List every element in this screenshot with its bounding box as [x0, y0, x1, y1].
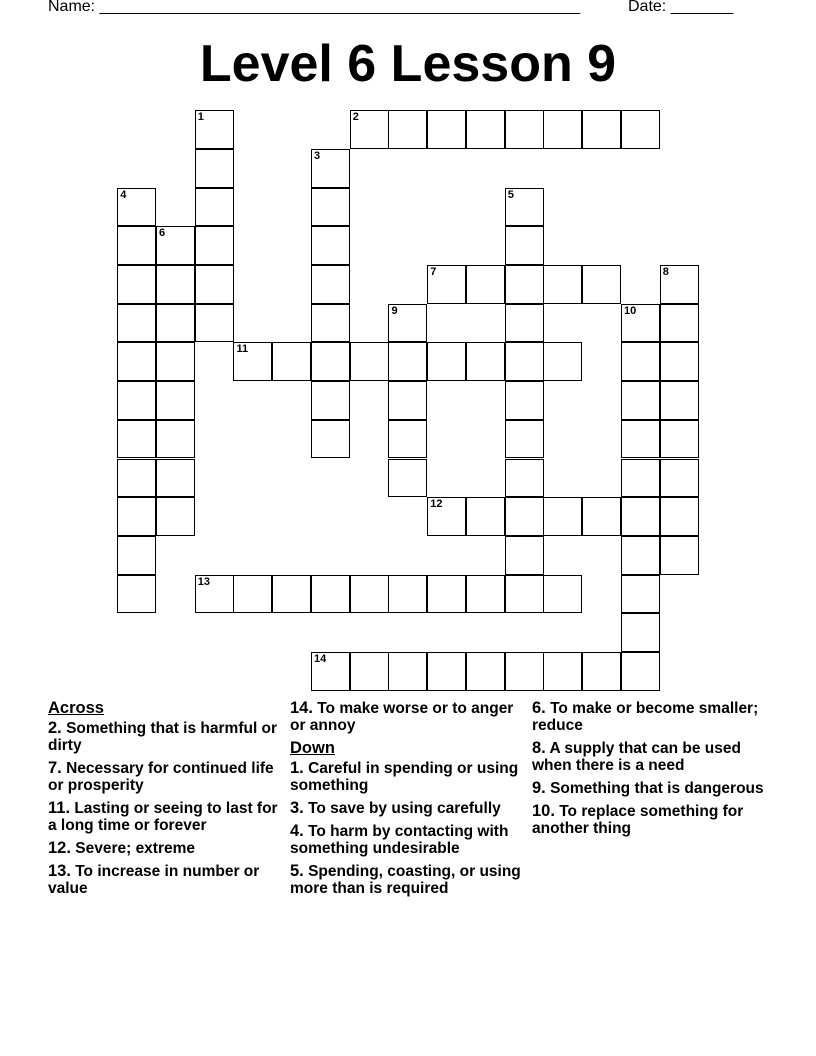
- clue-text: To make worse or to anger or annoy: [290, 700, 514, 734]
- crossword-cell[interactable]: [350, 342, 389, 381]
- crossword-cell[interactable]: [233, 342, 272, 381]
- cell-number: 5: [507, 188, 514, 201]
- crossword-cell[interactable]: [505, 110, 544, 149]
- clue-text: Necessary for continued life or prosperity: [48, 760, 274, 794]
- crossword-cell[interactable]: [466, 652, 505, 691]
- clue-text: To save by using carefully: [303, 800, 501, 817]
- crossword-cell[interactable]: [311, 381, 350, 420]
- clue-text: Something that is dangerous: [545, 780, 764, 797]
- crossword-cell[interactable]: [156, 226, 195, 265]
- clue-number: 3.: [290, 799, 304, 817]
- crossword-cell[interactable]: [505, 497, 544, 536]
- cell-number: 6: [158, 227, 166, 240]
- clue-number: 13.: [48, 862, 71, 880]
- crossword-cell[interactable]: [466, 575, 505, 614]
- page-title: Level 6 Lesson 9: [199, 35, 617, 93]
- crossword-cell[interactable]: [621, 497, 660, 536]
- crossword-cell[interactable]: [505, 536, 544, 575]
- crossword-cell[interactable]: [233, 575, 272, 614]
- crossword-cell[interactable]: [582, 652, 621, 691]
- crossword-cell[interactable]: [156, 342, 195, 381]
- crossword-cell[interactable]: [117, 575, 156, 614]
- crossword-cell[interactable]: [543, 265, 582, 304]
- crossword-cell[interactable]: [388, 304, 427, 343]
- crossword-cell[interactable]: [117, 536, 156, 575]
- name-field-label: Name: ______________________________________________________: [48, 0, 581, 15]
- date-field-label: Date: _______: [628, 0, 733, 15]
- crossword-cell[interactable]: [582, 265, 621, 304]
- across-clue: [48, 720, 280, 754]
- crossword-cell[interactable]: [621, 575, 660, 614]
- clue-number: 1.: [290, 759, 304, 777]
- down-clue: [532, 740, 772, 774]
- cell-number: 3: [313, 149, 321, 162]
- crossword-cell[interactable]: [195, 575, 234, 614]
- cell-number: 11: [236, 343, 249, 356]
- crossword-cell[interactable]: [350, 575, 389, 614]
- crossword-cell[interactable]: [660, 381, 699, 420]
- crossword-cell[interactable]: [156, 459, 195, 498]
- cell-number: 9: [391, 304, 398, 317]
- crossword-cell[interactable]: [621, 536, 660, 575]
- crossword-cell[interactable]: [660, 265, 699, 304]
- crossword-cell[interactable]: [427, 342, 466, 381]
- clue-number: 9.: [532, 779, 546, 797]
- down-clue: [290, 823, 522, 857]
- across-clue: [48, 760, 280, 794]
- clues-column-1: [48, 700, 280, 903]
- crossword-cell[interactable]: [621, 420, 660, 459]
- crossword-cell[interactable]: [660, 304, 699, 343]
- crossword-cell[interactable]: [660, 420, 699, 459]
- crossword-cell[interactable]: [660, 536, 699, 575]
- crossword-cell[interactable]: [621, 304, 660, 343]
- clues-column-2: [290, 700, 522, 903]
- crossword-cell[interactable]: [621, 110, 660, 149]
- crossword-cell[interactable]: [388, 342, 427, 381]
- across-clue: [290, 700, 522, 734]
- crossword-cell[interactable]: [388, 381, 427, 420]
- crossword-cell[interactable]: [543, 652, 582, 691]
- cell-number: 4: [120, 188, 127, 201]
- crossword-cell[interactable]: [117, 342, 156, 381]
- crossword-cell[interactable]: [117, 459, 156, 498]
- cell-number: 2: [352, 111, 359, 124]
- cell-number: 1: [197, 111, 204, 124]
- crossword-cell[interactable]: [156, 497, 195, 536]
- cell-number: 8: [662, 266, 669, 278]
- crossword-cell[interactable]: [466, 110, 505, 149]
- crossword-cell[interactable]: [311, 304, 350, 343]
- crossword-cell[interactable]: [388, 575, 427, 614]
- clues-column-3: [532, 700, 772, 843]
- down-clue: [290, 760, 522, 794]
- clue-number: 4.: [290, 822, 304, 840]
- clue-text: To increase in number or value: [48, 863, 260, 897]
- crossword-cell[interactable]: [621, 381, 660, 420]
- crossword-cell[interactable]: [195, 265, 234, 304]
- crossword-cell[interactable]: [621, 342, 660, 381]
- clue-number: 14.: [290, 699, 313, 717]
- crossword-cell[interactable]: [543, 497, 582, 536]
- across-clue: [48, 800, 280, 834]
- crossword-cell[interactable]: [427, 265, 466, 304]
- down-clue: [290, 800, 522, 817]
- clue-text: Severe; extreme: [70, 840, 196, 857]
- crossword-cell[interactable]: [117, 381, 156, 420]
- across-clue: [48, 863, 280, 897]
- crossword-cell[interactable]: [621, 459, 660, 498]
- crossword-cell[interactable]: [505, 420, 544, 459]
- crossword-cell[interactable]: [505, 652, 544, 691]
- crossword-cell[interactable]: [117, 188, 156, 227]
- crossword-cell[interactable]: [505, 226, 544, 265]
- clue-number: 10.: [532, 802, 555, 820]
- cell-number: 14: [313, 653, 327, 665]
- clue-number: 2.: [48, 719, 62, 737]
- down-clue: [290, 863, 522, 897]
- crossword-cell[interactable]: [195, 188, 234, 227]
- crossword-cell[interactable]: [582, 110, 621, 149]
- crossword-cell[interactable]: [272, 575, 311, 614]
- clue-number: 11.: [48, 799, 71, 817]
- crossword-cell[interactable]: [350, 652, 389, 691]
- crossword-cell[interactable]: [156, 420, 195, 459]
- crossword-cell[interactable]: [505, 459, 544, 498]
- crossword-cell[interactable]: [388, 420, 427, 459]
- crossword-cell[interactable]: [660, 497, 699, 536]
- crossword-cell[interactable]: [117, 497, 156, 536]
- crossword-cell[interactable]: [621, 613, 660, 652]
- crossword-cell[interactable]: [388, 110, 427, 149]
- crossword-cell[interactable]: [466, 497, 505, 536]
- crossword-cell[interactable]: [388, 652, 427, 691]
- clue-number: 12.: [48, 839, 71, 857]
- clue-text: A supply that can be used when there is a need: [532, 740, 741, 774]
- crossword-cell[interactable]: [311, 265, 350, 304]
- clue-number: 5.: [290, 862, 304, 880]
- crossword-cell[interactable]: [466, 265, 505, 304]
- crossword-cell[interactable]: [156, 304, 195, 343]
- clue-text: Something that is harmful or dirty: [48, 720, 278, 754]
- cell-number: 12: [430, 498, 443, 511]
- across-heading: Across: [48, 699, 104, 717]
- crossword-cell[interactable]: [427, 110, 466, 149]
- crossword-cell[interactable]: [195, 149, 234, 188]
- across-clue: [48, 840, 280, 857]
- clue-number: 6.: [532, 699, 546, 717]
- crossword-cell[interactable]: [505, 188, 544, 227]
- clue-text: Lasting or seeing to last for a long time or forever: [48, 800, 278, 834]
- crossword-cell[interactable]: [582, 497, 621, 536]
- down-heading: Down: [290, 739, 335, 757]
- crossword-cell[interactable]: [311, 149, 350, 188]
- crossword-cell[interactable]: [427, 652, 466, 691]
- crossword-cell[interactable]: [660, 459, 699, 498]
- crossword-cell[interactable]: [311, 420, 350, 459]
- clue-text: To replace something for another thing: [532, 803, 744, 837]
- crossword-cell[interactable]: [466, 342, 505, 381]
- crossword-cell[interactable]: [427, 575, 466, 614]
- crossword-cell[interactable]: [311, 188, 350, 227]
- crossword-cell[interactable]: [505, 304, 544, 343]
- crossword-cell[interactable]: [117, 226, 156, 265]
- crossword-cell[interactable]: [660, 342, 699, 381]
- crossword-cell[interactable]: [543, 110, 582, 149]
- crossword-cell[interactable]: [156, 381, 195, 420]
- clue-text: To make or become smaller; reduce: [532, 700, 759, 734]
- clue-text: Careful in spending or using something: [290, 760, 519, 794]
- clue-number: 8.: [532, 739, 546, 757]
- crossword-cell[interactable]: [311, 226, 350, 265]
- down-clue: [532, 803, 772, 837]
- crossword-cell[interactable]: [311, 575, 350, 614]
- crossword-cell[interactable]: [117, 304, 156, 343]
- crossword-cell[interactable]: [543, 575, 582, 614]
- crossword-cell[interactable]: [311, 652, 350, 691]
- crossword-cell[interactable]: [272, 342, 311, 381]
- crossword-cell[interactable]: [543, 342, 582, 381]
- crossword-cell[interactable]: [505, 265, 544, 304]
- crossword-cell[interactable]: [117, 420, 156, 459]
- cell-number: 10: [623, 304, 637, 317]
- crossword-cell[interactable]: [195, 226, 234, 265]
- clue-text: To harm by contacting with something undesirable: [290, 823, 509, 857]
- cell-number: 13: [197, 575, 210, 588]
- crossword-cell[interactable]: [621, 652, 660, 691]
- crossword-cell[interactable]: [117, 265, 156, 304]
- clue-number: 7.: [48, 759, 62, 777]
- down-clue: [532, 700, 772, 734]
- crossword-cell[interactable]: [156, 265, 195, 304]
- crossword-cell[interactable]: [505, 575, 544, 614]
- crossword-cell[interactable]: [505, 342, 544, 381]
- cell-number: 7: [430, 266, 437, 278]
- crossword-cell[interactable]: [388, 459, 427, 498]
- clue-text: Spending, coasting, or using more than is required: [290, 863, 521, 897]
- crossword-cell[interactable]: [427, 497, 466, 536]
- crossword-cell[interactable]: [195, 304, 234, 343]
- crossword-cell[interactable]: [505, 381, 544, 420]
- down-clue: [532, 780, 772, 797]
- crossword-cell[interactable]: [195, 110, 234, 149]
- crossword-cell[interactable]: [350, 110, 389, 149]
- crossword-cell[interactable]: [311, 342, 350, 381]
